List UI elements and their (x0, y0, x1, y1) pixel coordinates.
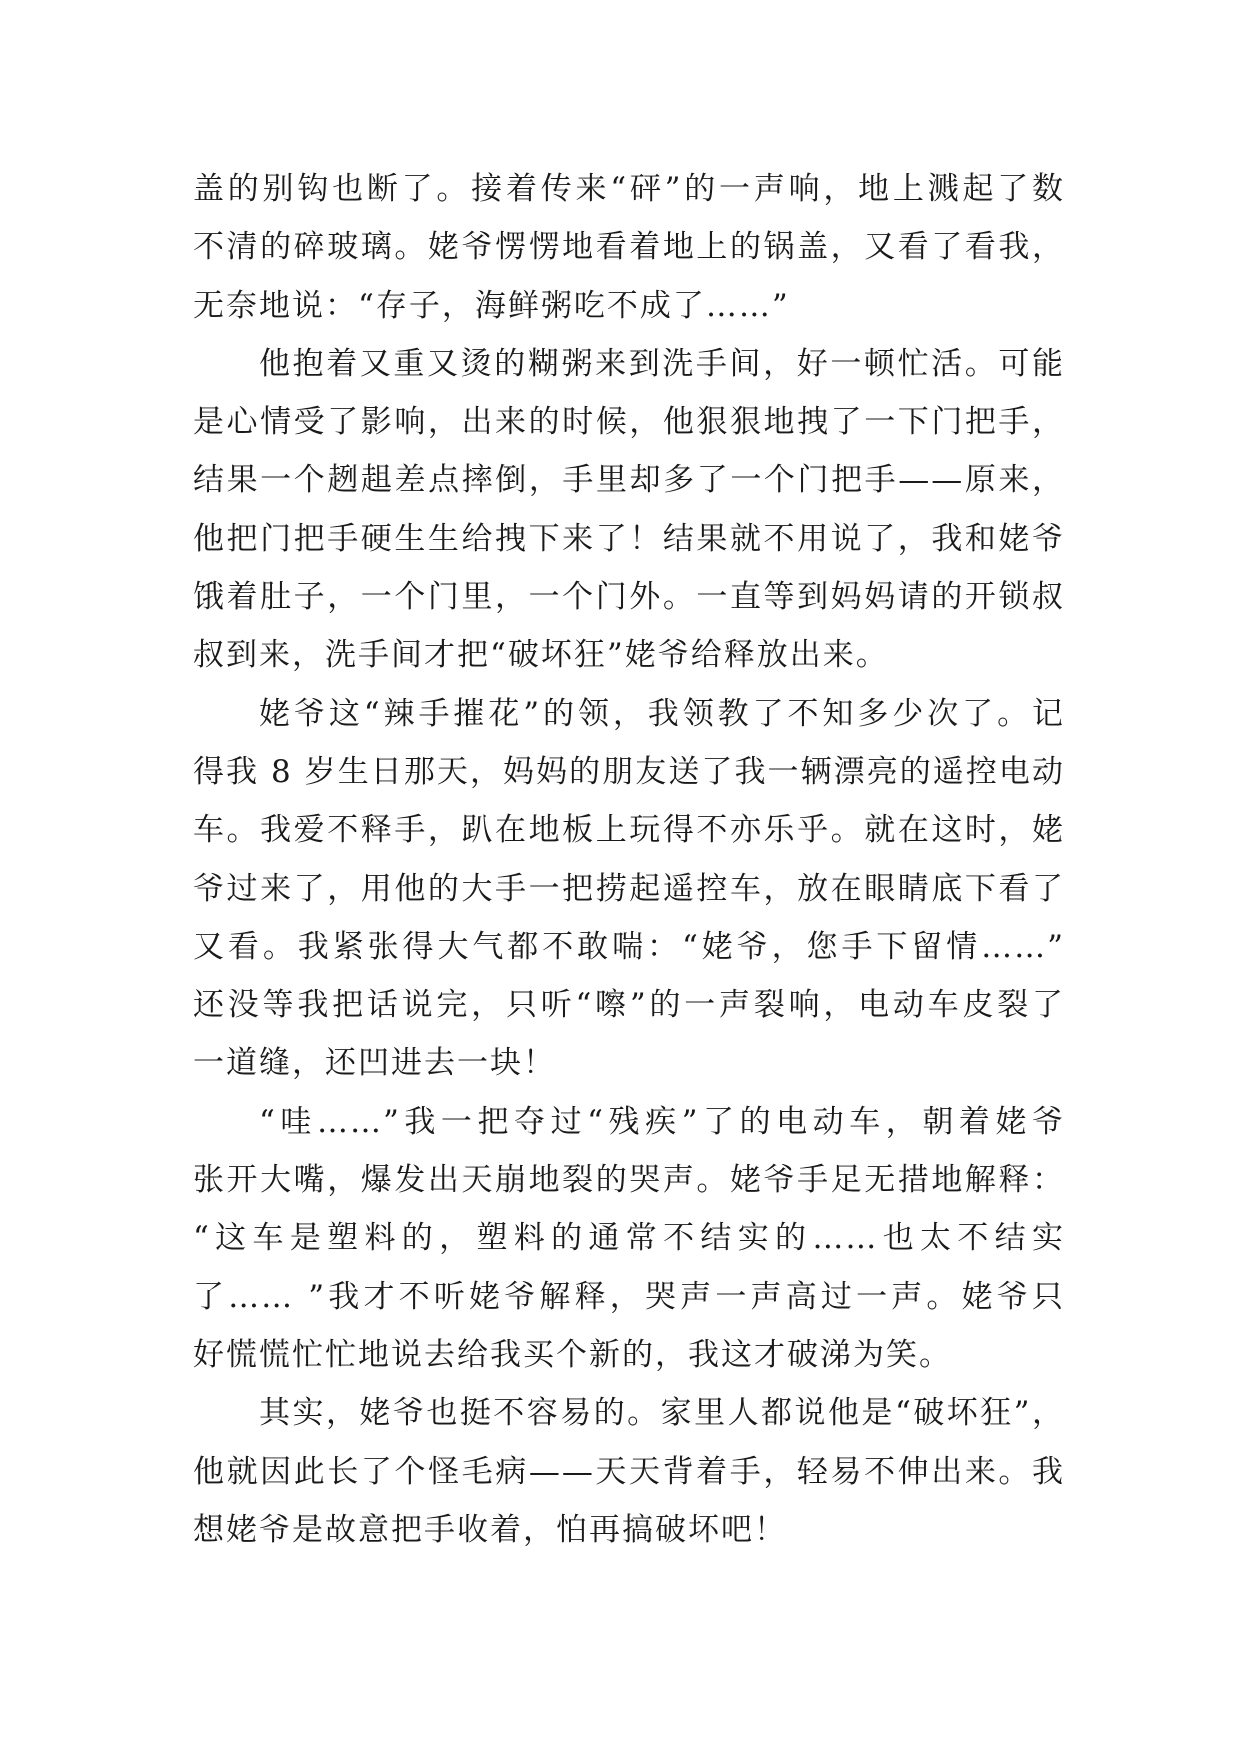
text-line: 他就因此长了个怪毛病——天天背着手，轻易不伸出来。我 (193, 1453, 1065, 1490)
text-line: 想姥爷是故意把手收着，怕再搞破坏吧！ (193, 1511, 787, 1548)
text-line: 又看。我紧张得大气都不敢喘：“姥爷，您手下留情……” (193, 928, 1065, 965)
text-line: 一道缝，还凹进去一块！ (193, 1045, 556, 1082)
text-line: 得我 8 岁生日那天，妈妈的朋友送了我一辆漂亮的遥控电动 (193, 753, 1065, 790)
text-line: 爷过来了，用他的大手一把捞起遥控车，放在眼睛底下看了 (193, 870, 1065, 907)
text-line: 其实，姥爷也挺不容易的。家里人都说他是“破坏狂”， (259, 1395, 1065, 1432)
text-line: 结果一个趔趄差点摔倒，手里却多了一个门把手——原来， (193, 462, 1065, 499)
text-line: 盖的别钩也断了。接着传来“砰”的一声响，地上溅起了数 (193, 171, 1065, 207)
text-line: 了…… ”我才不听姥爷解释，哭声一声高过一声。姥爷只 (193, 1278, 1065, 1315)
text-line: 是心情受了影响，出来的时候，他狠狠地拽了一下门把手， (193, 404, 1065, 441)
text-line: 他抱着又重又烫的糊粥来到洗手间，好一顿忙活。可能 (259, 345, 1065, 382)
text-line: 他把门把手硬生生给拽下来了！结果就不用说了，我和姥爷 (193, 520, 1065, 557)
text-line: 车。我爱不释手，趴在地板上玩得不亦乐乎。就在这时，姥 (193, 812, 1065, 849)
text-line: “这车是塑料的，塑料的通常不结实的……也太不结实 (193, 1220, 1065, 1257)
text-line: 好慌慌忙忙地说去给我买个新的，我这才破涕为笑。 (193, 1336, 952, 1373)
text-line: 姥爷这“辣手摧花”的领，我领教了不知多少次了。记 (259, 695, 1065, 732)
text-line: 叔到来，洗手间才把“破坏狂”姥爷给释放出来。 (193, 637, 889, 674)
text-line: 饿着肚子，一个门里，一个门外。一直等到妈妈请的开锁叔 (193, 579, 1065, 616)
text-line: 还没等我把话说完，只听“嚓”的一声裂响，电动车皮裂了 (193, 987, 1065, 1024)
text-line: 无奈地说：“存子，海鲜粥吃不成了……” (193, 287, 790, 324)
body-text (193, 160, 1065, 1559)
text-line: 不清的碎玻璃。姥爷愣愣地看着地上的锅盖，又看了看我， (193, 229, 1065, 266)
text-line: 张开大嘴，爆发出天崩地裂的哭声。姥爷手足无措地解释： (193, 1162, 1065, 1199)
text-line: “哇……”我一把夺过“残疾”了的电动车，朝着姥爷 (259, 1103, 1065, 1140)
